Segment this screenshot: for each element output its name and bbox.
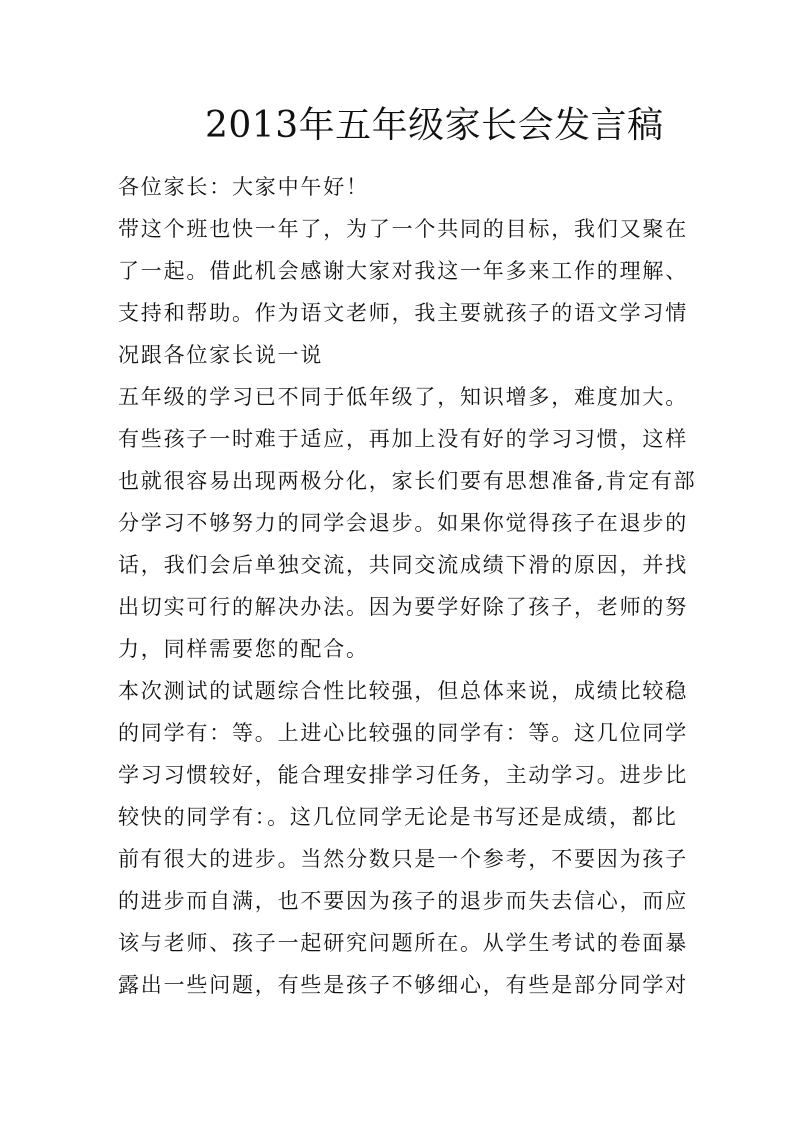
document-title: 2013年五年级家长会发言稿 [205, 105, 664, 146]
paragraph-line: 分学习不够努力的同学会退步。如果你觉得孩子在退步的 [118, 511, 688, 535]
paragraph-line: 了一起。借此机会感谢大家对我这一年多来工作的理解、 [118, 259, 688, 283]
paragraph-2 [118, 376, 697, 670]
paragraph-line: 较快的同学有：。这几位同学无论是书写还是成绩，都比 [118, 805, 678, 829]
paragraph-line: 况跟各位家长说一说 [118, 343, 324, 367]
paragraph-1 [118, 208, 688, 376]
paragraph-line: 该与老师、孩子一起研究问题所在。从学生考试的卷面暴 [118, 931, 688, 955]
paragraph-line: 的同学有：等。上进心比较强的同学有：等。这几位同学 [118, 721, 688, 745]
paragraph-line: 露出一些问题，有些是孩子不够细心，有些是部分同学对 [118, 973, 688, 997]
paragraph-line: 前有很大的进步。当然分数只是一个参考，不要因为孩子 [118, 847, 688, 871]
paragraph-line: 学习习惯较好，能合理安排学习任务，主动学习。进步比 [118, 763, 688, 787]
paragraph-line: 本次测试的试题综合性比较强，但总体来说，成绩比较稳 [118, 679, 688, 703]
paragraph-line: 带这个班也快一年了，为了一个共同的目标，我们又聚在 [118, 217, 688, 241]
paragraph-line: 的进步而自满，也不要因为孩子的退步而失去信心，而应 [118, 889, 688, 913]
paragraph-line: 也就很容易出现两极分化，家长们要有思想准备,肯定有部 [118, 469, 697, 493]
paragraph-line: 力，同样需要您的配合。 [118, 637, 369, 661]
paragraph-line: 话，我们会后单独交流，共同交流成绩下滑的原因，并找 [118, 553, 688, 577]
greeting-line: 各位家长：大家中午好！ [118, 175, 369, 199]
paragraph-3 [118, 670, 688, 1006]
paragraph-line: 出切实可行的解决办法。因为要学好除了孩子，老师的努 [118, 595, 688, 619]
paragraph-line: 支持和帮助。作为语文老师，我主要就孩子的语文学习情 [118, 301, 688, 325]
paragraph-line: 有些孩子一时难于适应，再加上没有好的学习习惯，这样 [118, 427, 688, 451]
paragraph-line: 五年级的学习已不同于低年级了，知识增多，难度加大。 [118, 385, 688, 409]
document-body [118, 166, 697, 1006]
